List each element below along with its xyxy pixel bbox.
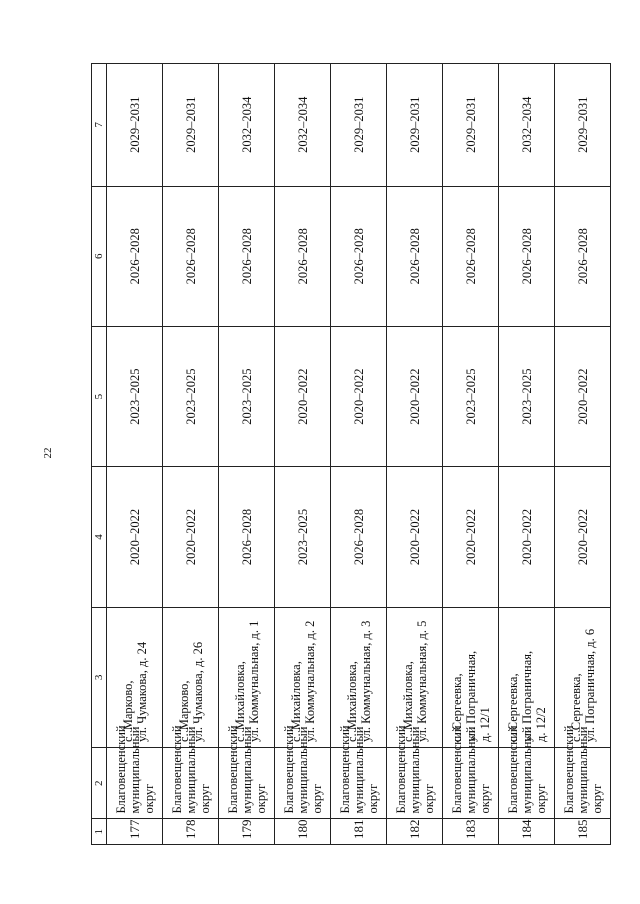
district-cell-line: муниципальный bbox=[575, 726, 590, 814]
district-cell bbox=[163, 725, 219, 819]
header-row bbox=[92, 64, 107, 845]
address-cell-line: ул. Коммунальная, д. 1 bbox=[246, 620, 261, 743]
period-col-4: 2020–2022 bbox=[107, 467, 163, 607]
district-cell-line: муниципальный bbox=[295, 726, 310, 814]
address-cell-line: ул. Чумакова, д. 24 bbox=[134, 641, 149, 743]
district-cell-line: муниципальный bbox=[519, 726, 534, 814]
table-frame bbox=[91, 63, 611, 845]
district-cell-line: муниципальный bbox=[183, 726, 198, 814]
period-col-5: 2020–2022 bbox=[387, 326, 443, 466]
period-col-5: 2023–2025 bbox=[219, 326, 275, 466]
address-cell bbox=[443, 607, 499, 747]
district-cell-line: муниципальный bbox=[127, 726, 142, 814]
district-cell-line: округ bbox=[309, 783, 324, 814]
period-col-5: 2023–2025 bbox=[499, 326, 555, 466]
period-col-6: 2026–2028 bbox=[387, 186, 443, 326]
district-cell-line: муниципальный bbox=[407, 726, 422, 814]
address-cell-line: ул. Коммунальная, д. 3 bbox=[358, 620, 373, 743]
period-col-5: 2023–2025 bbox=[107, 326, 163, 466]
header-col-6: 6 bbox=[92, 186, 107, 326]
period-col-7: 2029–2031 bbox=[163, 64, 219, 187]
period-col-6: 2026–2028 bbox=[275, 186, 331, 326]
period-col-4: 2020–2022 bbox=[499, 467, 555, 607]
district-cell-line: Благовещенский bbox=[281, 725, 296, 814]
address-cell-line: с. Михайловка, bbox=[232, 661, 247, 743]
table-row bbox=[499, 64, 555, 845]
period-col-7: 2029–2031 bbox=[387, 64, 443, 187]
table-row bbox=[275, 64, 331, 845]
district-cell-line: округ bbox=[365, 783, 380, 814]
address-cell-line: д. 12/2 bbox=[533, 707, 548, 743]
row-number: 177 bbox=[107, 819, 163, 845]
period-col-5: 2020–2022 bbox=[275, 326, 331, 466]
address-cell-line: ул. Коммунальная, д. 2 bbox=[302, 620, 317, 743]
header-col-1: 1 bbox=[92, 819, 107, 845]
period-col-4: 2020–2022 bbox=[555, 467, 611, 607]
header-col-4: 4 bbox=[92, 467, 107, 607]
row-number: 179 bbox=[219, 819, 275, 845]
header-col-7: 7 bbox=[92, 64, 107, 187]
district-cell-line: Благовещенский bbox=[113, 725, 128, 814]
district-cell-line: округ bbox=[141, 783, 156, 814]
district-cell-line: муниципальный bbox=[239, 726, 254, 814]
period-col-7: 2032–2034 bbox=[499, 64, 555, 187]
table-row bbox=[555, 64, 611, 845]
table-row bbox=[219, 64, 275, 845]
address-cell-line: с. Сергеевка, bbox=[449, 673, 464, 743]
period-col-7: 2032–2034 bbox=[219, 64, 275, 187]
header-col-3: 3 bbox=[92, 607, 107, 747]
period-col-6: 2026–2028 bbox=[443, 186, 499, 326]
period-col-4: 2020–2022 bbox=[387, 467, 443, 607]
address-cell-line: ул. Коммунальная, д. 5 bbox=[414, 620, 429, 743]
period-col-6: 2026–2028 bbox=[555, 186, 611, 326]
district-cell-line: муниципальный bbox=[351, 726, 366, 814]
table-row bbox=[443, 64, 499, 845]
address-cell-line: ул. Чумакова, д. 26 bbox=[190, 641, 205, 743]
period-col-6: 2026–2028 bbox=[331, 186, 387, 326]
row-number: 184 bbox=[499, 819, 555, 845]
district-cell-line: округ bbox=[253, 783, 268, 814]
district-cell bbox=[219, 725, 275, 819]
district-cell-line: Благовещенский bbox=[393, 725, 408, 814]
period-col-7: 2029–2031 bbox=[443, 64, 499, 187]
period-col-7: 2032–2034 bbox=[275, 64, 331, 187]
period-col-4: 2020–2022 bbox=[443, 467, 499, 607]
address-cell-line: ул. Пограничная, bbox=[519, 650, 534, 743]
district-cell bbox=[107, 725, 163, 819]
district-cell bbox=[275, 725, 331, 819]
period-col-4: 2020–2022 bbox=[163, 467, 219, 607]
header-col-5: 5 bbox=[92, 326, 107, 466]
district-cell-line: округ bbox=[477, 783, 492, 814]
district-cell-line: округ bbox=[533, 783, 548, 814]
table-row bbox=[163, 64, 219, 845]
period-col-5: 2023–2025 bbox=[163, 326, 219, 466]
address-cell-line: с. Сергеевка, bbox=[505, 673, 520, 743]
district-cell-line: Благовещенский bbox=[449, 725, 464, 814]
district-cell-line: Благовещенский bbox=[337, 725, 352, 814]
period-col-7: 2029–2031 bbox=[555, 64, 611, 187]
address-cell-line: с. Сергеевка, bbox=[568, 673, 583, 743]
period-col-5: 2020–2022 bbox=[555, 326, 611, 466]
district-cell bbox=[555, 725, 611, 819]
address-cell-line: с. Михайловка, bbox=[288, 661, 303, 743]
address-cell bbox=[499, 607, 555, 747]
row-number: 185 bbox=[555, 819, 611, 845]
address-cell-line: д. 12/1 bbox=[477, 707, 492, 743]
row-number: 182 bbox=[387, 819, 443, 845]
period-col-5: 2023–2025 bbox=[443, 326, 499, 466]
header-col-2: 2 bbox=[92, 748, 107, 819]
period-col-4: 2026–2028 bbox=[331, 467, 387, 607]
row-number: 180 bbox=[275, 819, 331, 845]
period-col-4: 2026–2028 bbox=[219, 467, 275, 607]
address-cell-line: ул. Пограничная, bbox=[463, 650, 478, 743]
schedule-table bbox=[91, 63, 611, 845]
address-cell-line: с. Марково, bbox=[176, 680, 191, 743]
table-row bbox=[331, 64, 387, 845]
address-cell-line: с. Михайловка, bbox=[400, 661, 415, 743]
table-row bbox=[387, 64, 443, 845]
district-cell bbox=[331, 725, 387, 819]
district-cell-line: Благовещенский bbox=[505, 725, 520, 814]
table-row bbox=[107, 64, 163, 845]
address-cell-line: ул. Пограничная, д. 6 bbox=[582, 628, 597, 743]
district-cell-line: Благовещенский bbox=[561, 725, 576, 814]
row-number: 178 bbox=[163, 819, 219, 845]
period-col-6: 2026–2028 bbox=[107, 186, 163, 326]
district-cell-line: Благовещенский bbox=[225, 725, 240, 814]
row-number: 181 bbox=[331, 819, 387, 845]
period-col-4: 2023–2025 bbox=[275, 467, 331, 607]
row-number: 183 bbox=[443, 819, 499, 845]
district-cell-line: Благовещенский bbox=[169, 725, 184, 814]
period-col-6: 2026–2028 bbox=[499, 186, 555, 326]
district-cell bbox=[387, 725, 443, 819]
district-cell-line: округ bbox=[197, 783, 212, 814]
district-cell-line: округ bbox=[421, 783, 436, 814]
period-col-6: 2026–2028 bbox=[163, 186, 219, 326]
period-col-7: 2029–2031 bbox=[107, 64, 163, 187]
address-cell-line: с. Михайловка, bbox=[344, 661, 359, 743]
period-col-5: 2020–2022 bbox=[331, 326, 387, 466]
period-col-7: 2029–2031 bbox=[331, 64, 387, 187]
period-col-6: 2026–2028 bbox=[219, 186, 275, 326]
page-number: 22 bbox=[42, 447, 54, 459]
address-cell-line: с. Марково, bbox=[120, 680, 135, 743]
district-cell-line: округ bbox=[589, 783, 604, 814]
district-cell-line: муниципальный bbox=[463, 726, 478, 814]
